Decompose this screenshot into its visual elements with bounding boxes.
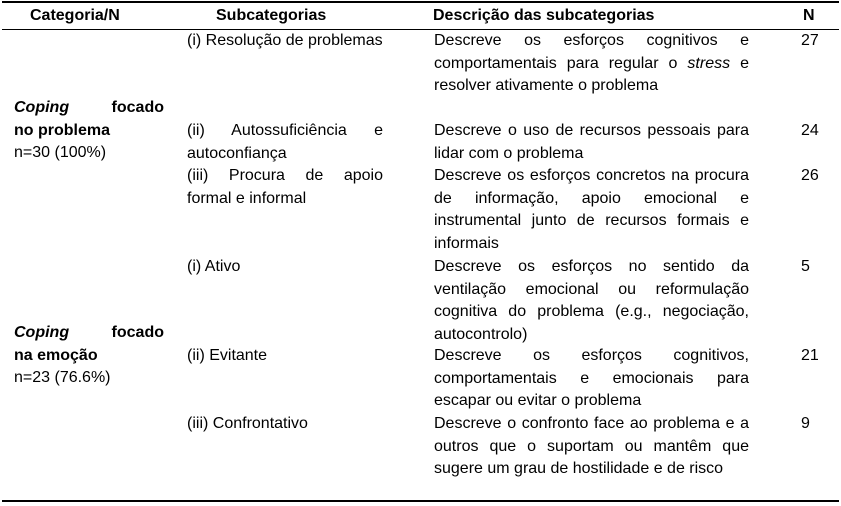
category-word: focado bbox=[111, 99, 164, 116]
subcategory-confrontativo: (iii) Confrontativo bbox=[187, 415, 308, 432]
category-title-line bbox=[14, 97, 164, 120]
description-autossuficiencia: Descreve o uso de recursos pessoais para lidar com o problema bbox=[434, 122, 749, 162]
category-word: focado bbox=[111, 324, 164, 341]
count-evitante: 21 bbox=[801, 347, 819, 364]
category-problema bbox=[14, 97, 164, 165]
subcategory-procura: (iii) Procura de apoio formal e informal bbox=[187, 167, 383, 207]
header-subcategorias: Subcategorias bbox=[216, 7, 327, 24]
top-rule bbox=[2, 1, 839, 3]
description-resolucao bbox=[434, 30, 749, 98]
count-confrontativo: 9 bbox=[801, 415, 810, 432]
desc-text: e resolver ativamente o problema bbox=[434, 54, 749, 95]
category-count: n=23 (76.6%) bbox=[14, 369, 111, 387]
category-emocao bbox=[14, 322, 164, 390]
header-n: N bbox=[803, 7, 815, 24]
subcategory-autossuficiencia: (ii) Autossuficiência e autoconfiança bbox=[187, 122, 383, 162]
count-autossuficiencia: 24 bbox=[801, 122, 819, 139]
count-procura: 26 bbox=[801, 167, 819, 184]
bottom-rule bbox=[2, 500, 839, 502]
header-descricao: Descrição das subcategorias bbox=[433, 7, 655, 24]
subcategory-resolucao: (i) Resolução de problemas bbox=[187, 32, 383, 49]
description-procura: Descreve os esforços concretos na procura de informação, apoio emocional e instrumental junto de recursos formais e informais bbox=[434, 167, 749, 252]
header-categoria: Categoria/N bbox=[30, 7, 120, 24]
category-title-line2: no problema bbox=[14, 121, 111, 139]
category-title-line bbox=[14, 322, 164, 345]
category-title-line2: na emoção bbox=[14, 346, 98, 364]
desc-text: Descreve os esforços cognitivos e comportamentais para regular o bbox=[434, 32, 749, 72]
category-term: Coping bbox=[14, 324, 70, 341]
description-evitante: Descreve os esforços cognitivos, comportamentais e emocionais para escapar ou evitar o problema bbox=[434, 347, 749, 410]
category-term: Coping bbox=[14, 99, 70, 116]
description-confrontativo: Descreve o confronto face ao problema e a outros que o suportam ou mantêm que sugere um grau de hostilidade e de risco bbox=[434, 415, 749, 478]
desc-emphasis: stress bbox=[687, 54, 731, 72]
count-resolucao: 27 bbox=[801, 32, 819, 49]
subcategory-evitante: (ii) Evitante bbox=[187, 347, 268, 364]
subcategory-ativo: (i) Ativo bbox=[187, 258, 241, 275]
description-ativo: Descreve os esforços no sentido da ventilação emocional ou reformulação cognitiva do problema (e.g., negociação, autocontrolo) bbox=[434, 258, 749, 343]
count-ativo: 5 bbox=[801, 258, 810, 275]
category-count: n=30 (100%) bbox=[14, 144, 107, 162]
